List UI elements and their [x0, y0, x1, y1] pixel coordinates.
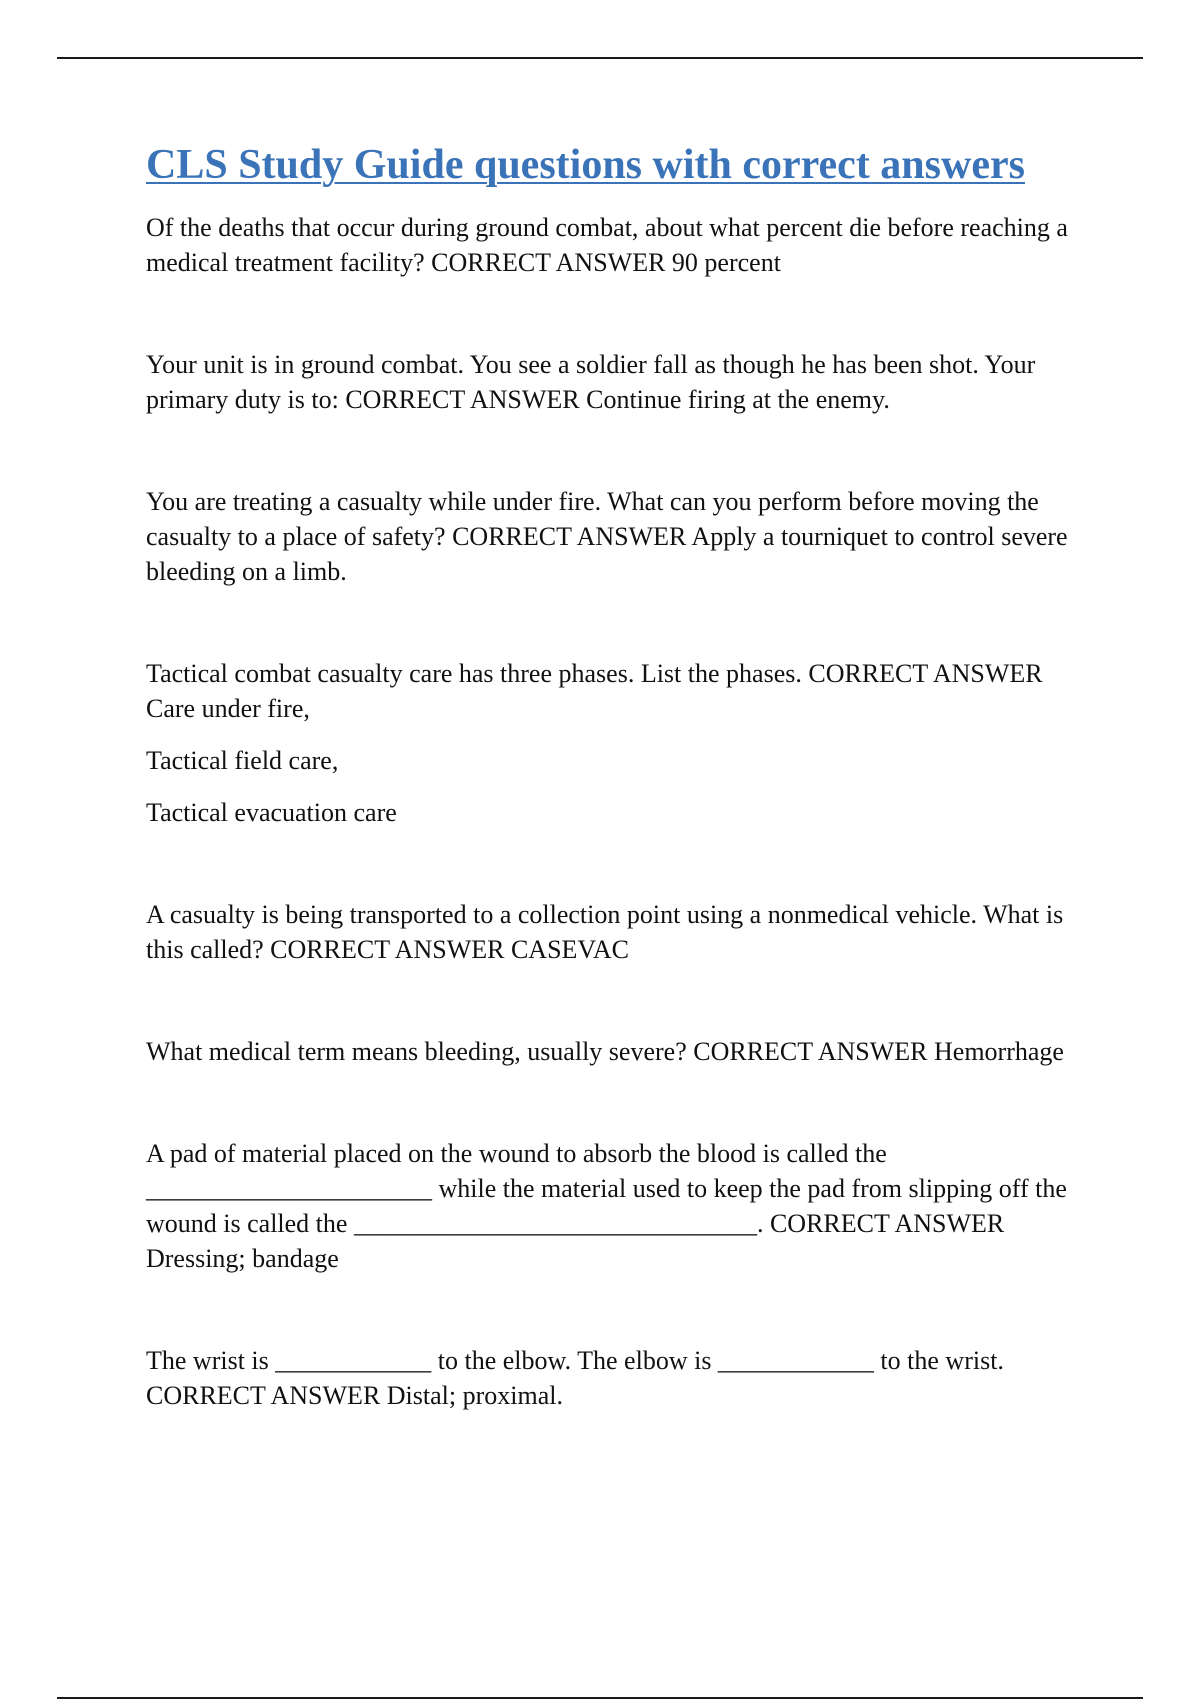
qa-text: Of the deaths that occur during ground combat, about what percent die before reaching a medical treatment facility? CORRECT ANSWER 90 percent — [146, 213, 1068, 278]
qa-item — [146, 484, 1086, 589]
header-rule — [57, 57, 1143, 59]
qa-item — [146, 656, 1086, 830]
qa-text: The wrist is ____________ to the elbow. The elbow is ____________ to the wrist. CORRECT ANSWER Distal; proximal. — [146, 1346, 1004, 1411]
qa-text: A casualty is being transported to a collection point using a nonmedical vehicle. What is this called? CORRECT ANSWER CASEVAC — [146, 900, 1064, 965]
qa-text: You are treating a casualty while under fire. What can you perform before moving the casualty to a place of safety? CORRECT ANSWER Apply a tourniquet to control severe bleeding on a limb. — [146, 487, 1068, 587]
qa-text: Your unit is in ground combat. You see a soldier fall as though he has been shot. Your primary duty is to: CORRECT ANSWER Continue firing at the enemy. — [146, 350, 1036, 415]
qa-text: What medical term means bleeding, usually severe? CORRECT ANSWER Hemorrhage — [146, 1037, 1064, 1067]
document-body — [146, 142, 1086, 1413]
footer-rule — [57, 1697, 1143, 1699]
qa-item — [146, 347, 1086, 417]
document-title: CLS Study Guide questions with correct answers — [146, 142, 1025, 188]
qa-item — [146, 1136, 1086, 1276]
qa-text: Tactical combat casualty care has three phases. List the phases. CORRECT ANSWER Care under fire, — [146, 659, 1043, 724]
qa-item — [146, 897, 1086, 967]
qa-answer-line: Tactical field care, — [146, 746, 339, 776]
qa-item — [146, 210, 1086, 280]
qa-text: A pad of material placed on the wound to absorb the blood is called the ______________________ while the material used to keep the pad from slipping off the wound is called the _______________________________. CORRECT ANSWER Dressing; bandage — [146, 1139, 1067, 1274]
qa-answer-line: Tactical evacuation care — [146, 798, 397, 828]
qa-item — [146, 1343, 1086, 1413]
qa-item — [146, 1034, 1086, 1069]
